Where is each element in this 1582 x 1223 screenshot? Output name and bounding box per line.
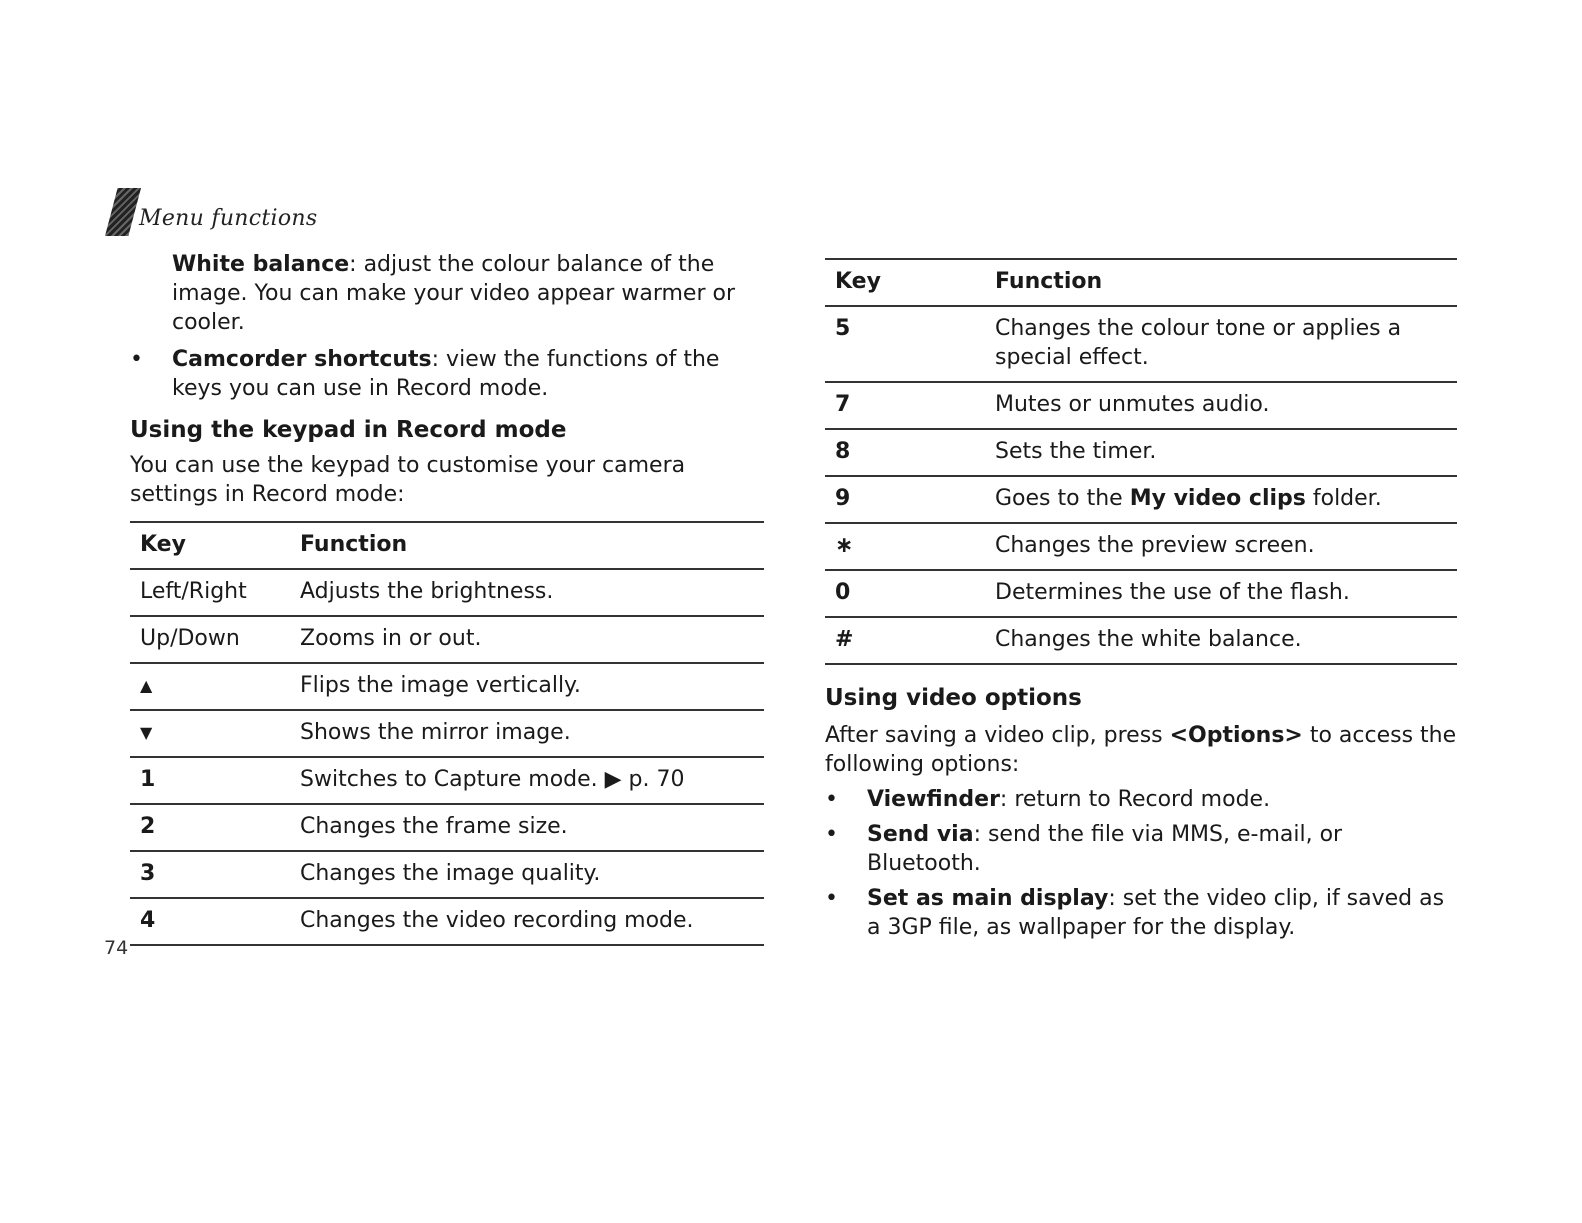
white-balance-text: : adjust the colour balance of the image. You can make your video appear warmer or cooler. (172, 252, 735, 335)
option-text: : send the file via MMS, e-mail, or Bluetooth. (867, 822, 1343, 876)
table-row (825, 476, 1457, 523)
options-key-label: <Options> (1169, 723, 1303, 748)
table-row (825, 382, 1457, 429)
header-bar-graphic (105, 188, 141, 236)
function-cell: Changes the preview screen. (985, 523, 1457, 570)
table-row (130, 804, 764, 851)
option-term: Set as main display (867, 886, 1109, 911)
table-header-function: Function (985, 259, 1457, 306)
key-cell: 7 (825, 382, 985, 429)
bullet-icon: • (825, 886, 838, 911)
keypad-table (130, 521, 764, 946)
my-video-clips-label: My video clips (1129, 486, 1306, 511)
key-cell: Up/Down (130, 616, 290, 663)
key-cell: Left/Right (130, 569, 290, 616)
keypad-intro: You can use the keypad to customise your camera settings in Record mode: (130, 453, 686, 507)
function-cell: Adjusts the brightness. (290, 569, 764, 616)
table-row (130, 898, 764, 945)
table-header-key: Key (130, 522, 290, 569)
table-row (130, 710, 764, 757)
table-row (130, 663, 764, 710)
key-cell: 4 (130, 898, 290, 945)
section-title: Menu functions (139, 206, 318, 231)
function-cell: Determines the use of the flash. (985, 570, 1457, 617)
function-cell: Changes the colour tone or applies a special effect. (985, 306, 1457, 382)
function-cell: Shows the mirror image. (290, 710, 764, 757)
right-column (825, 258, 1457, 942)
function-cell: Changes the frame size. (290, 804, 764, 851)
table-row (130, 616, 764, 663)
white-balance-item (130, 250, 764, 337)
list-item (825, 785, 1457, 814)
function-text: folder. (1305, 486, 1382, 511)
table-header-function: Function (290, 522, 764, 569)
table-row (130, 569, 764, 616)
bullet-icon: • (825, 822, 838, 847)
table-row (130, 757, 764, 804)
function-cell (985, 476, 1457, 523)
option-text: : return to Record mode. (999, 787, 1271, 812)
table-row (825, 306, 1457, 382)
key-cell: 9 (825, 476, 985, 523)
video-options-heading: Using video options (825, 685, 1082, 711)
function-cell: Mutes or unmutes audio. (985, 382, 1457, 429)
list-item (825, 820, 1457, 878)
up-arrow-icon: ▲ (130, 663, 290, 710)
table-header-key: Key (825, 259, 985, 306)
key-cell: 2 (130, 804, 290, 851)
key-cell: 1 (130, 757, 290, 804)
camcorder-shortcuts-item (130, 345, 764, 403)
keypad-heading: Using the keypad in Record mode (130, 417, 567, 443)
key-cell: 3 (130, 851, 290, 898)
function-cell: Zooms in or out. (290, 616, 764, 663)
table-row (825, 523, 1457, 570)
function-cell: Sets the timer. (985, 429, 1457, 476)
list-item (825, 884, 1457, 942)
star-key-icon: ∗ (825, 523, 985, 570)
table-row (825, 429, 1457, 476)
intro-text: After saving a video clip, press (825, 723, 1170, 748)
keypad-table-continued (825, 258, 1457, 665)
option-term: Send via (867, 822, 974, 847)
page-number: 74 (104, 937, 129, 959)
table-header-row (130, 522, 764, 569)
hash-key-icon: # (825, 617, 985, 664)
camcorder-shortcuts-text: : view the functions of the keys you can use in Record mode. (172, 347, 720, 401)
bullet-icon: • (130, 347, 143, 372)
camcorder-shortcuts-term: Camcorder shortcuts (172, 347, 432, 372)
key-cell: 8 (825, 429, 985, 476)
video-options-intro (825, 721, 1457, 779)
table-row (825, 570, 1457, 617)
bullet-icon: • (825, 787, 838, 812)
option-text: : set the video clip, if saved as a 3GP file, as wallpaper for the display. (867, 886, 1445, 940)
option-term: Viewfinder (867, 787, 1000, 812)
left-column (130, 250, 764, 946)
key-cell: 0 (825, 570, 985, 617)
key-cell: 5 (825, 306, 985, 382)
function-cell: Changes the white balance. (985, 617, 1457, 664)
function-text: Goes to the (995, 486, 1130, 511)
white-balance-term: White balance (172, 252, 350, 277)
function-cell: Flips the image vertically. (290, 663, 764, 710)
table-row (825, 617, 1457, 664)
function-cell: Changes the image quality. (290, 851, 764, 898)
table-header-row (825, 259, 1457, 306)
function-cell: Switches to Capture mode. ▶ p. 70 (290, 757, 764, 804)
table-row (130, 851, 764, 898)
function-cell: Changes the video recording mode. (290, 898, 764, 945)
down-arrow-icon: ▼ (130, 710, 290, 757)
intro-text: to access the following options: (825, 723, 1457, 777)
